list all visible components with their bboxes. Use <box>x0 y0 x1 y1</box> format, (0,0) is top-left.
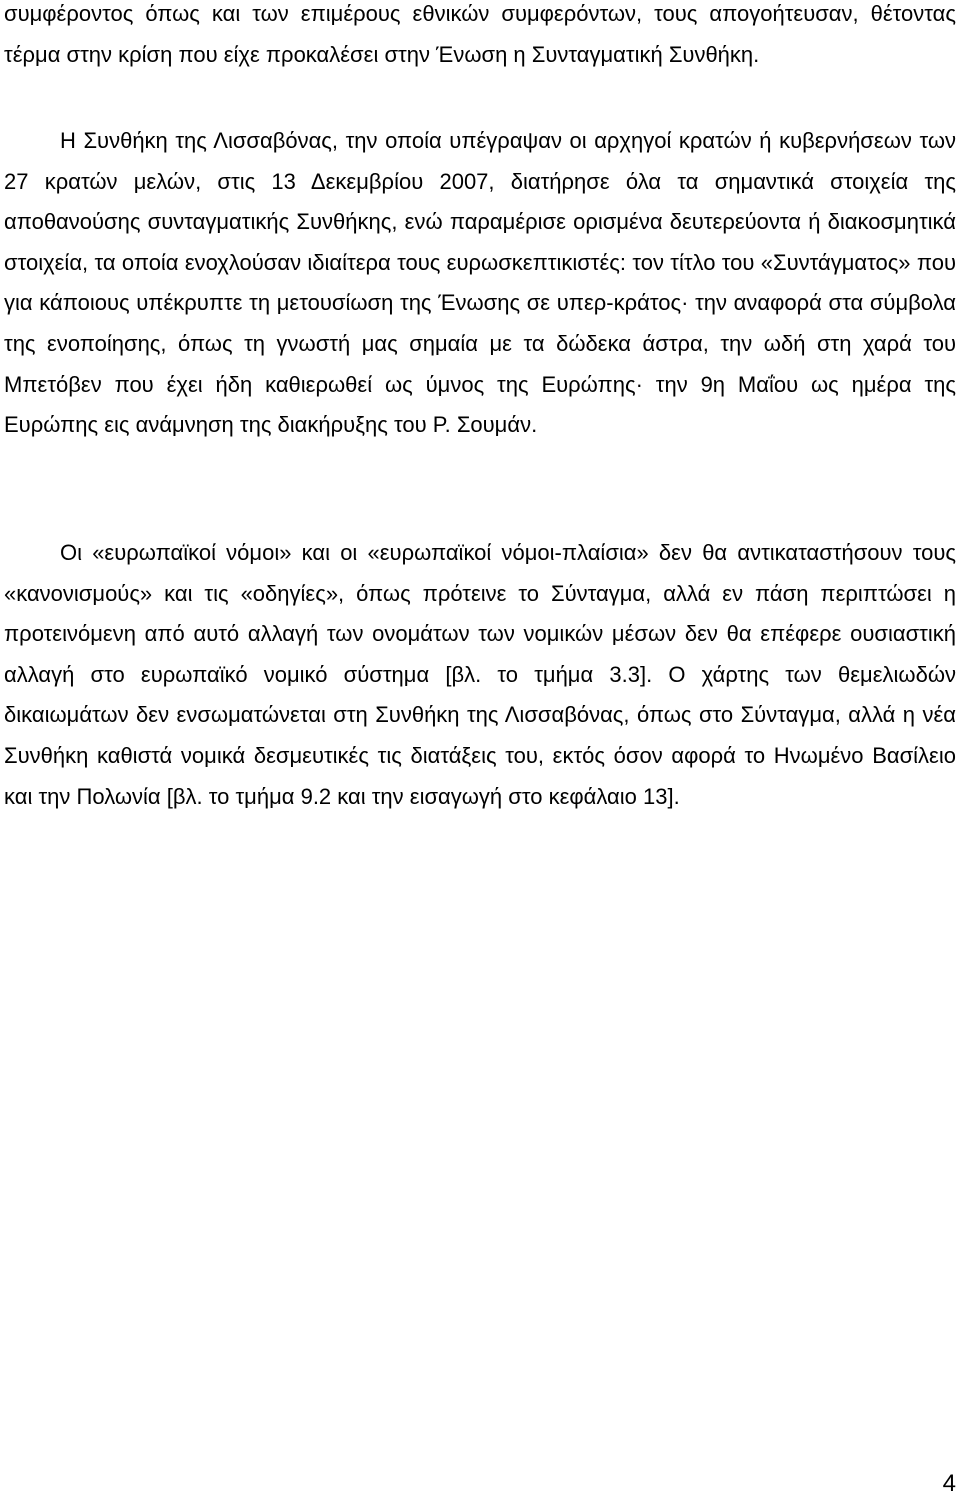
paragraph-continued: συμφέροντος όπως και των επιμέρους εθνικών συμφερόντων, τους απογοήτευσαν, θέτοντας τέρμα στην κρίση που είχε προκαλέσει στην Ένωση η Συνταγματική Συνθήκη. <box>4 1 956 67</box>
paragraph-european-laws: Οι «ευρωπαϊκοί νόμοι» και οι «ευρωπαϊκοί νόμοι-πλαίσια» δεν θα αντικαταστήσουν τους «κανονισμούς» και τις «οδηγίες», όπως πρότεινε το Σύνταγμα, αλλά εν πάση περιπτώσει η προτεινόμενη από αυτό αλλαγή των ονομάτων των νομικών μέσων δεν θα επέφερε ουσιαστική αλλαγή στο ευρωπαϊκό νομικό σύστημα [βλ. το τμήμα 3.3]. Ο χάρτης των θεμελιωδών δικαιωμάτων δεν ενσωματώνεται στη Συνθήκη της Λισσαβόνας, όπως στο Σύνταγμα, αλλά η νέα Συνθήκη καθιστά νομικά δεσμευτικές τις διατάξεις του, εκτός όσον αφορά το Ηνωμένο Βασίλειο και την Πολωνία [βλ. το τμήμα 9.2 και την εισαγωγή στο κεφάλαιο 13]. <box>4 540 956 809</box>
paragraph-lisbon-treaty: Η Συνθήκη της Λισσαβόνας, την οποία υπέγραψαν οι αρχηγοί κρατών ή κυβερνήσεων των 27 κρατών μελών, στις 13 Δεκεμβρίου 2007, διατήρησε όλα τα σημαντικά στοιχεία της αποθανούσης συνταγματικής Συνθήκης, ενώ παραμέρισε ορισμένα δευτερεύοντα ή διακοσμητικά στοιχεία, τα οποία ενοχλούσαν ιδιαίτερα τους ευρωσκεπτικιστές: τον τίτλο του «Συντάγματος» που για κάποιους υπέκρυπτε τη μετουσίωση της Ένωσης σε υπερ-κράτος· την αναφορά στα σύμβολα της ενοποίησης, όπως τη γνωστή μας σημαία με τα δώδεκα άστρα, την ωδή στη χαρά του Μπετόβεν που έχει ήδη καθιερωθεί ως ύμνος της Ευρώπης· την 9η Μαΐου ως ημέρα της Ευρώπης εις ανάμνηση της διακήρυξης του Ρ. Σουμάν. <box>4 128 956 438</box>
page-number: 4 <box>942 1470 956 1497</box>
